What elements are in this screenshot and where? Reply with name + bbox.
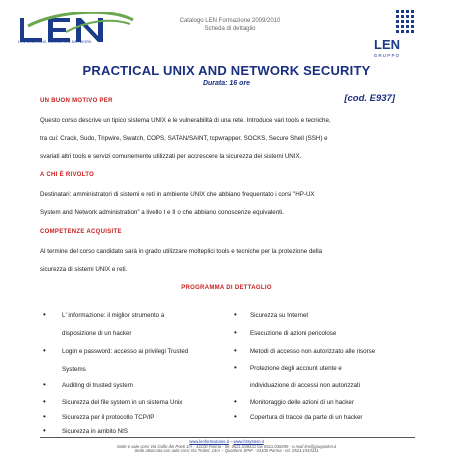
logo-tagline: LEN LEARNING EDUCATION NETWORK (18, 40, 92, 44)
program-item-right: Sicurezza su Internet (250, 312, 309, 319)
program-item-left: L' informazione: il miglior strumento a (62, 312, 165, 319)
section-title-chi: A CHI È RIVOLTO (40, 172, 95, 178)
program-item-right-cont: individuazione di accessi non autorizzati (250, 382, 361, 389)
motivo-line: tra cui: Crack, Sudo, Tripwire, Swatch, COPS, SATAN/SAINT, tcpwrapper, SOCKS, Secure Shell (SSH) e (40, 135, 328, 142)
bullet-icon: • (43, 397, 46, 406)
footer-divider (40, 437, 415, 438)
catalog-subtitle: Scheda di dettaglio (204, 25, 256, 32)
program-item-left: Sicurezza del file system in un sistema Unix (62, 399, 183, 406)
bullet-icon: • (234, 346, 237, 355)
catalog-header (160, 18, 300, 33)
section-body-chi (40, 186, 415, 222)
section-body-competenze (40, 243, 415, 279)
program-item-right: Esecuzione di azioni pericolose (250, 330, 337, 337)
footer-address-secondary: Sede attaccata con aule corsi Via Trobel, 14/A – Quartiere SPIP - 43100 Parma - tel. 0521.1910311 (134, 448, 319, 453)
footer-link-hrsystem[interactable]: www.hrsystem.it (233, 439, 264, 444)
section-title-programma: PROGRAMMA DI DETTAGLIO (181, 285, 272, 291)
program-item-left-cont: Systems (62, 366, 86, 373)
section-body-motivo (40, 112, 415, 166)
bullet-icon: • (234, 363, 237, 372)
program-item-right: Copertura di tracce da parte di un hacker (250, 414, 363, 421)
section-title-motivo: UN BUON MOTIVO PER (40, 98, 113, 104)
document-header (0, 0, 453, 60)
bullet-icon: • (234, 310, 237, 319)
bullet-icon: • (234, 397, 237, 406)
bullet-icon: • (43, 346, 46, 355)
bullet-icon: • (43, 310, 46, 319)
program-item-right: Monitoraggio delle azioni di un hacker (250, 399, 354, 406)
catalog-title: Catalogo LEN Formazione 2009/2010 (179, 18, 281, 24)
right-logo-sub: GRUPPO (373, 53, 401, 58)
section-title-competenze: COMPETENZE ACQUISITE (40, 229, 122, 235)
bullet-icon: • (43, 412, 46, 421)
chi-line: System and Network administration" a livello I e II o che abbiano conoscenze equivalenti. (40, 209, 284, 216)
bullet-icon: • (43, 380, 46, 389)
program-item-left-cont: disposizione di un hacker (62, 330, 132, 337)
bullet-icon: • (234, 412, 237, 421)
course-title: PRACTICAL UNIX AND NETWORK SECURITY (82, 63, 371, 78)
program-item-left: Auditing di trusted system (62, 382, 133, 389)
course-duration: Durata: 16 ore (202, 80, 251, 87)
footer-link-separator: – (228, 439, 234, 444)
program-item-left: Sicurezza in ambito NIS (62, 428, 129, 435)
len-gruppo-logo (352, 8, 422, 60)
course-code: [cod. E937] (344, 93, 395, 104)
motivo-line: Questo corso descrive un tipico sistema UNIX e le vulnerabilità di una rete. Introduce vari tools e tecniche, (40, 117, 331, 124)
right-logo-text: LEN (374, 37, 400, 52)
program-item-right: Metodi di accesso non autorizzato alle risorse (250, 348, 376, 355)
chi-line: Destinatari: amministratori di sistemi e reti in ambiente UNIX che abbiano frequentato i corsi "HP-UX (40, 191, 315, 198)
bullet-icon: • (43, 426, 46, 435)
competenze-line: Al termine del corso candidato sarà in grado utilizzare molteplici tools e tecniche per la protezione della (40, 248, 323, 255)
competenze-line: sicurezza di sistemi UNIX e reti. (40, 266, 128, 273)
motivo-line: svariati altri tools e servizi comunemente utilizzati per accrescere la sicurezza dei sistemi UNIX. (40, 153, 302, 160)
program-item-left: Sicurezza per il protocollo TCP/IP (62, 414, 155, 421)
bullet-icon: • (234, 328, 237, 337)
program-item-left: Login e password: accesso ai privilegi Trusted (62, 348, 189, 355)
footer-address-main: Sede e aule corsi Via Golfo dei Poeti 1/A - 43100 Parma - tel. 0521.038431 fax 0521.038499 - e.mail len@gruppolen.it (116, 444, 337, 449)
footer-link-len[interactable]: www.lenformazione.it (189, 439, 229, 444)
program-item-right: Protezione degli account utente e (250, 365, 342, 372)
